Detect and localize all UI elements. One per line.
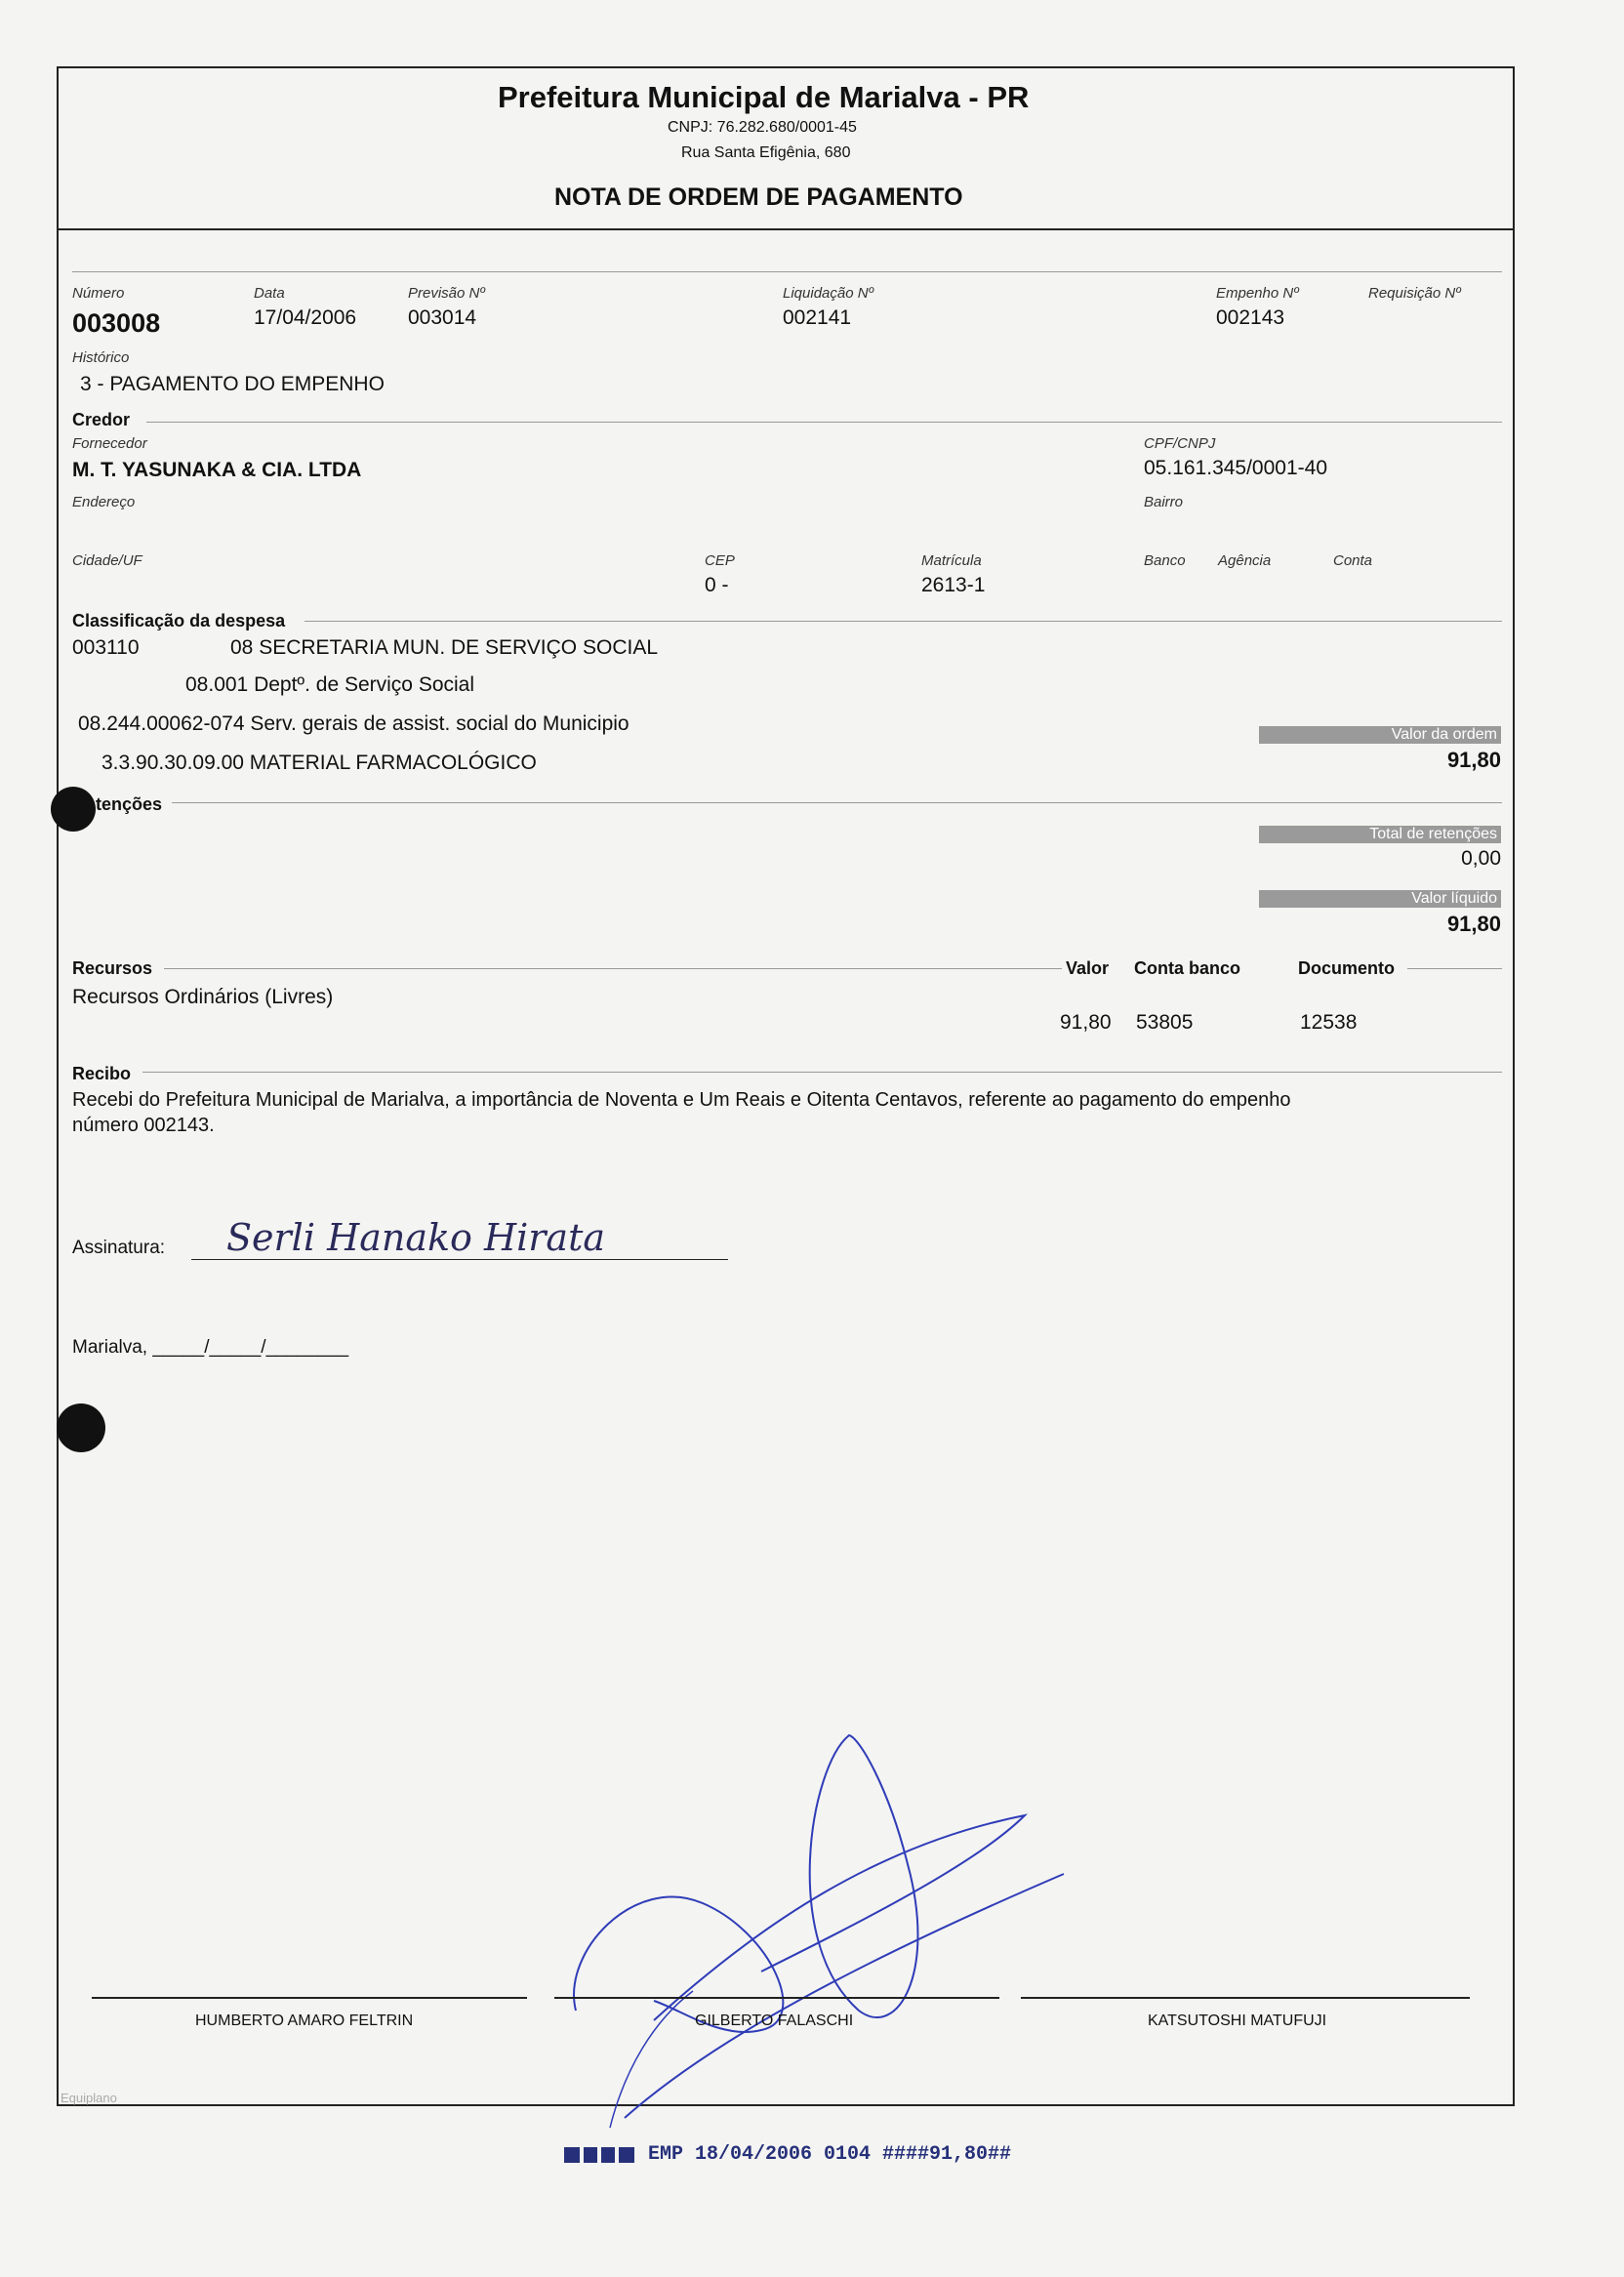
recursos-divider-right xyxy=(1407,968,1502,969)
recursos-descricao: Recursos Ordinários (Livres) xyxy=(72,986,334,1008)
signatory-right: KATSUTOSHI MATUFUJI xyxy=(1148,2013,1327,2029)
banco-label: Banco xyxy=(1144,552,1186,569)
cidade-label: Cidade/UF xyxy=(72,552,142,569)
previsao-label: Previsão Nº xyxy=(408,285,485,302)
signatory-line-right xyxy=(1021,1997,1470,1999)
credor-divider xyxy=(146,422,1502,423)
valor-liquido-label: Valor líquido xyxy=(1259,890,1501,908)
data-value: 17/04/2006 xyxy=(254,306,357,329)
header-divider xyxy=(57,228,1515,230)
numero-value: 003008 xyxy=(72,308,161,338)
valor-liquido-value: 91,80 xyxy=(1446,912,1501,936)
classificacao-elemento: 3.3.90.30.09.00 MATERIAL FARMACOLÓGICO xyxy=(102,752,537,774)
valor-ordem-value: 91,80 xyxy=(1446,748,1501,772)
total-retencoes-value: 0,00 xyxy=(1461,847,1501,870)
retencoes-divider xyxy=(172,802,1502,803)
valor-ordem-label: Valor da ordem xyxy=(1259,726,1501,744)
bairro-label: Bairro xyxy=(1144,494,1184,510)
classificacao-divider xyxy=(304,621,1502,622)
signatory-line-left xyxy=(92,1997,527,1999)
stamp-logo-icon xyxy=(564,2143,638,2167)
empenho-label: Empenho Nº xyxy=(1216,285,1299,302)
cpf-value: 05.161.345/0001-40 xyxy=(1144,457,1328,479)
credor-section-title: Credor xyxy=(72,410,131,429)
empenho-value: 002143 xyxy=(1216,306,1285,329)
order-divider xyxy=(72,271,1502,272)
recursos-valor-label: Valor xyxy=(1066,958,1110,978)
signature-scribble xyxy=(566,1728,1074,2137)
recibo-divider xyxy=(142,1072,1502,1073)
date-line: Marialva, _____/_____/________ xyxy=(72,1337,349,1358)
recursos-section-title: Recursos xyxy=(72,958,153,978)
cep-value: 0 - xyxy=(705,574,729,596)
historico-value: 3 - PAGAMENTO DO EMPENHO xyxy=(80,373,385,395)
classificacao-dept: 08.001 Deptº. de Serviço Social xyxy=(185,673,475,696)
cpf-label: CPF/CNPJ xyxy=(1144,435,1216,452)
assinatura-line xyxy=(191,1259,728,1260)
recursos-conta: 53805 xyxy=(1136,1011,1194,1034)
org-name: Prefeitura Municipal de Marialva - PR xyxy=(498,80,1030,114)
liquidacao-value: 002141 xyxy=(783,306,852,329)
cnpj: CNPJ: 76.282.680/0001-45 xyxy=(668,119,857,136)
requisicao-label: Requisição Nº xyxy=(1368,285,1461,302)
signatory-left: HUMBERTO AMARO FELTRIN xyxy=(195,2013,414,2029)
retencoes-section-title: tenções xyxy=(96,794,163,814)
stamp-text: EMP 18/04/2006 0104 ####91,80## xyxy=(648,2143,1012,2166)
recursos-valor: 91,80 xyxy=(1060,1011,1112,1034)
software-label: Equiplano xyxy=(61,2091,117,2105)
recursos-documento: 12538 xyxy=(1300,1011,1358,1034)
recursos-conta-label: Conta banco xyxy=(1134,958,1241,978)
matricula-value: 2613-1 xyxy=(921,574,986,596)
classificacao-secretaria: 08 SECRETARIA MUN. DE SERVIÇO SOCIAL xyxy=(230,636,659,659)
endereco-label: Endereço xyxy=(72,494,136,510)
numero-label: Número xyxy=(72,285,125,302)
cep-label: CEP xyxy=(705,552,735,569)
recursos-divider-left xyxy=(164,968,1062,969)
previsao-value: 003014 xyxy=(408,306,477,329)
liquidacao-label: Liquidação Nº xyxy=(783,285,874,302)
agencia-label: Agência xyxy=(1218,552,1272,569)
total-retencoes-label: Total de retenções xyxy=(1259,826,1501,843)
historico-label: Histórico xyxy=(72,349,130,366)
recursos-documento-label: Documento xyxy=(1298,958,1395,978)
recibo-section-title: Recibo xyxy=(72,1064,132,1083)
recibo-text-line2: número 002143. xyxy=(72,1115,215,1136)
address: Rua Santa Efigênia, 680 xyxy=(681,144,851,161)
conta-label: Conta xyxy=(1333,552,1373,569)
assinatura-label: Assinatura: xyxy=(72,1238,166,1258)
classificacao-section-title: Classificação da despesa xyxy=(72,611,286,630)
data-label: Data xyxy=(254,285,285,302)
classificacao-programa: 08.244.00062-074 Serv. gerais de assist. social do Municipio xyxy=(78,712,629,735)
handwritten-signature: Serli Hanako Hirata xyxy=(226,1216,606,1259)
classificacao-code: 003110 xyxy=(72,636,140,659)
doc-title: NOTA DE ORDEM DE PAGAMENTO xyxy=(554,183,963,211)
recibo-text-line1: Recebi do Prefeitura Municipal de Marialva, a importância de Noventa e Um Reais e Oitenta Centavos, referente ao pagamento do empenho xyxy=(72,1089,1291,1111)
punch-hole-bottom xyxy=(57,1403,105,1452)
matricula-label: Matrícula xyxy=(921,552,982,569)
fornecedor-value: M. T. YASUNAKA & CIA. LTDA xyxy=(72,459,362,481)
scribble-stroke-1 xyxy=(810,1735,918,2017)
fornecedor-label: Fornecedor xyxy=(72,435,147,452)
punch-hole-top xyxy=(51,787,96,832)
signatory-center: GILBERTO FALASCHI xyxy=(695,2013,854,2029)
signatory-line-center xyxy=(554,1997,999,1999)
